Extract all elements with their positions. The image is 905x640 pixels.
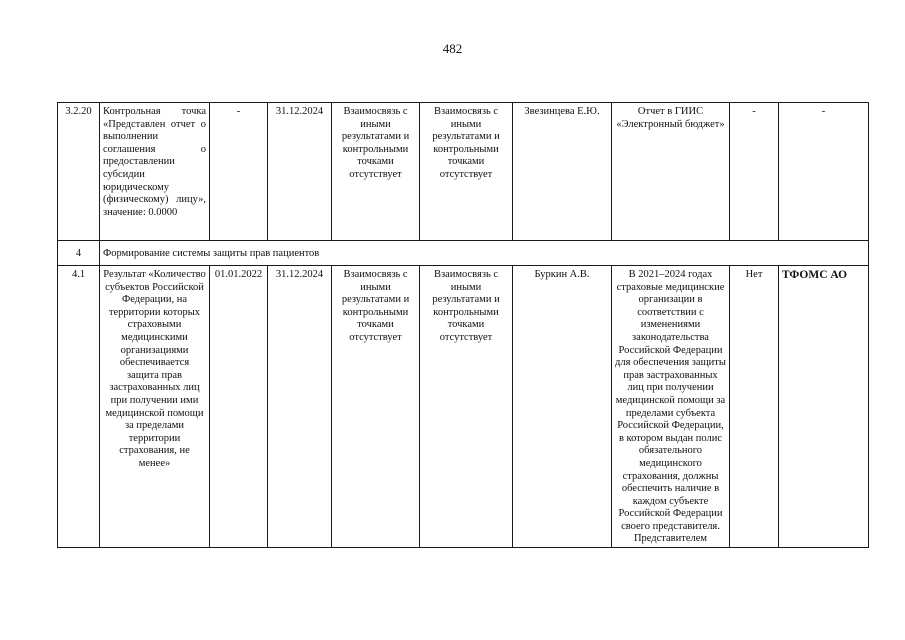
cell-start: - [210, 103, 268, 241]
page-number: 482 [442, 41, 463, 56]
cell-name: Результат «Количество субъектов Российской Федерации, на территории которых страховыми медицинскими организациями обеспечивается защита прав застрахованных лиц при получении ими медицинской помощи за пределами территории страхования, не менее» [100, 266, 210, 548]
cell-link-next: Взаимосвязь с иными результатами и контрольными точками отсутствует [420, 266, 513, 548]
cell-num: 4.1 [58, 266, 100, 548]
cell-doc: В 2021–2024 годах страховые медицинские организации в соответствии с изменениями законодательства Российской Федерации для обеспечения защиты прав застрахованных лиц при получении медицинской помощи за пределами субъекта Российской Федерации, в котором выдан полис обязательного медицинского страхования, должны обеспечить наличие в каждом субъекте Российской Федерации своего представителя. Представителем [612, 266, 730, 548]
section-row [58, 241, 869, 266]
cell-org: ТФОМС АО [779, 266, 869, 548]
cell-responsible: Звезинцева Е.Ю. [513, 103, 612, 241]
cell-flag: - [730, 103, 779, 241]
table-row-3-2-20 [58, 103, 869, 241]
cell-start: 01.01.2022 [210, 266, 268, 548]
table-row-4-1 [58, 266, 869, 548]
cell-link-prev: Взаимосвязь с иными результатами и контрольными точками отсутствует [332, 103, 420, 241]
cell-doc: Отчет в ГИИС «Электронный бюджет» [612, 103, 730, 241]
plan-table [57, 102, 869, 548]
section-number: 4 [58, 241, 100, 266]
cell-num: 3.2.20 [58, 103, 100, 241]
cell-link-prev: Взаимосвязь с иными результатами и контрольными точками отсутствует [332, 266, 420, 548]
cell-end: 31.12.2024 [268, 266, 332, 548]
cell-link-next: Взаимосвязь с иными результатами и контрольными точками отсутствует [420, 103, 513, 241]
cell-responsible: Буркин А.В. [513, 266, 612, 548]
cell-end: 31.12.2024 [268, 103, 332, 241]
cell-name: Контрольная точка «Представлен отчет о выполнении соглашения о предоставлении субсидии юридическому (физическому) лицу», значение: 0.0000 [100, 103, 210, 241]
cell-flag: Нет [730, 266, 779, 548]
section-title: Формирование системы защиты прав пациентов [100, 241, 869, 266]
cell-org: - [779, 103, 869, 241]
